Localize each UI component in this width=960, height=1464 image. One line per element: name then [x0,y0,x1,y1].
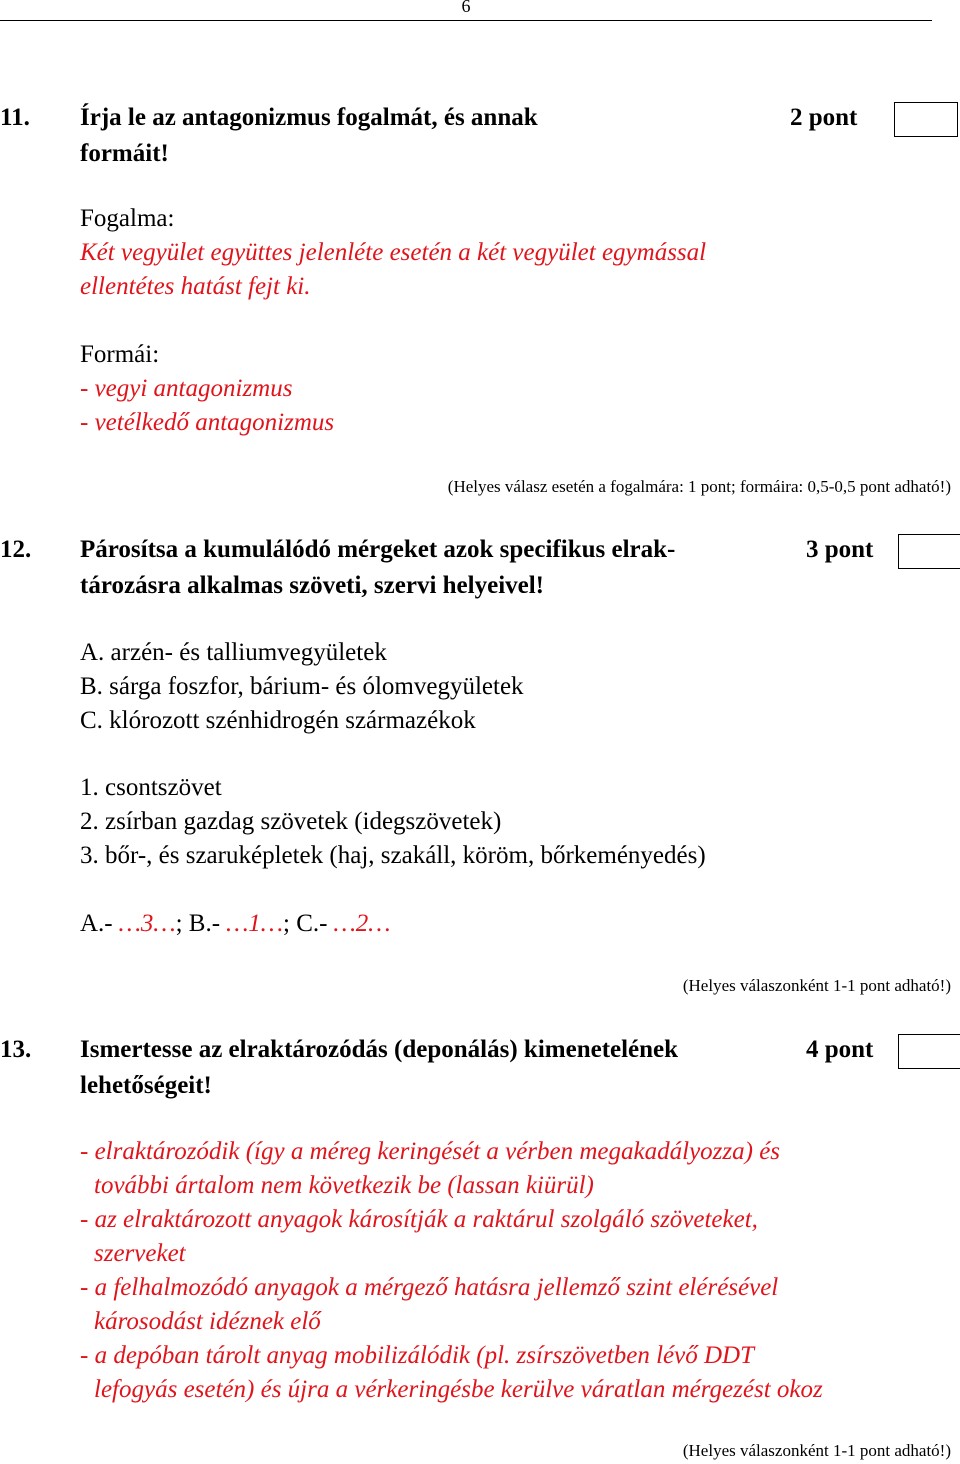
question-12-text-line2: tározásra alkalmas szöveti, szervi helyeivel! [80,572,545,599]
question-11-number: 11. [0,104,30,131]
question-13-points: 4 pont [806,1036,874,1063]
question-13-score-box[interactable] [898,1034,960,1069]
deposition-answer-2-line1: - az elraktározott anyagok károsítják a raktárul szolgáló szöveteket, [80,1206,758,1233]
matching-answer [80,910,390,938]
answer-b-fill: …1… [226,910,284,937]
answer-c-fill: …2… [333,910,391,937]
deposition-answer-3-line2: károsodást idéznek elő [94,1308,321,1335]
question-12-number: 12. [0,536,32,563]
forms-answer-2: - vetélkedő antagonizmus [80,409,335,436]
question-13-number: 13. [0,1036,32,1063]
question-11-points: 2 pont [790,104,858,131]
option-a: A. arzén- és talliumvegyületek [80,639,387,666]
deposition-answer-1-line2: további ártalom nem következik be (lassan kiürül) [94,1172,594,1199]
question-12-text-line1: Párosítsa a kumulálódó mérgeket azok specifikus elrak- [80,536,676,563]
location-1: 1. csontszövet [80,774,222,801]
answer-b-label: ; B.- [175,910,221,937]
deposition-answer-2-line2: szerveket [94,1240,186,1267]
deposition-answer-4-line1: - a depóban tárolt anyag mobilizálódik (pl. zsírszövetben lévő DDT [80,1342,755,1369]
deposition-answer-4-line2: lefogyás esetén) és újra a vérkeringésbe kerülve váratlan mérgezést okoz [94,1376,823,1403]
location-3: 3. bőr-, és szaruképletek (haj, szakáll, köröm, bőrkeményedés) [80,842,706,869]
answer-c-label: ; C.- [283,910,328,937]
answer-a-fill: …3… [118,910,176,937]
definition-label: Fogalma: [80,205,175,232]
question-12-score-box[interactable] [898,534,960,569]
answer-a-label: A.- [80,910,113,937]
question-11-text-line1: Írja le az antagonizmus fogalmát, és annak [80,104,538,131]
definition-answer-line2: ellentétes hatást fejt ki. [80,273,311,300]
question-12-scoring-note: (Helyes válaszonként 1-1 pont adható!) [682,976,951,995]
question-12-points: 3 pont [806,536,874,563]
question-11-text-line2: formáit! [80,140,169,167]
question-11-score-box[interactable] [894,102,958,137]
page-number: 6 [461,0,471,16]
forms-label: Formái: [80,341,160,368]
deposition-answer-3-line1: - a felhalmozódó anyagok a mérgező hatásra jellemző szint elérésével [80,1274,779,1301]
forms-answer-1: - vegyi antagonizmus [80,375,293,402]
location-2: 2. zsírban gazdag szövetek (idegszövetek) [80,808,502,835]
header-rule [0,20,932,21]
definition-answer-line1: Két vegyület együttes jelenléte esetén a két vegyület egymással [80,239,707,266]
question-13-text-line2: lehetőségeit! [80,1072,212,1099]
question-13-text-line1: Ismertesse az elraktározódás (deponálás) kimenetelének [80,1036,679,1063]
question-13-scoring-note: (Helyes válaszonként 1-1 pont adható!) [682,1441,951,1460]
option-b: B. sárga foszfor, bárium- és ólomvegyületek [80,673,524,700]
deposition-answer-1-line1: - elraktározódik (így a méreg keringését a vérben megakadályozza) és [80,1138,781,1165]
option-c: C. klórozott szénhidrogén származékok [80,707,476,734]
question-11-scoring-note: (Helyes válasz esetén a fogalmára: 1 pont; formáira: 0,5-0,5 pont adható!) [447,477,951,496]
